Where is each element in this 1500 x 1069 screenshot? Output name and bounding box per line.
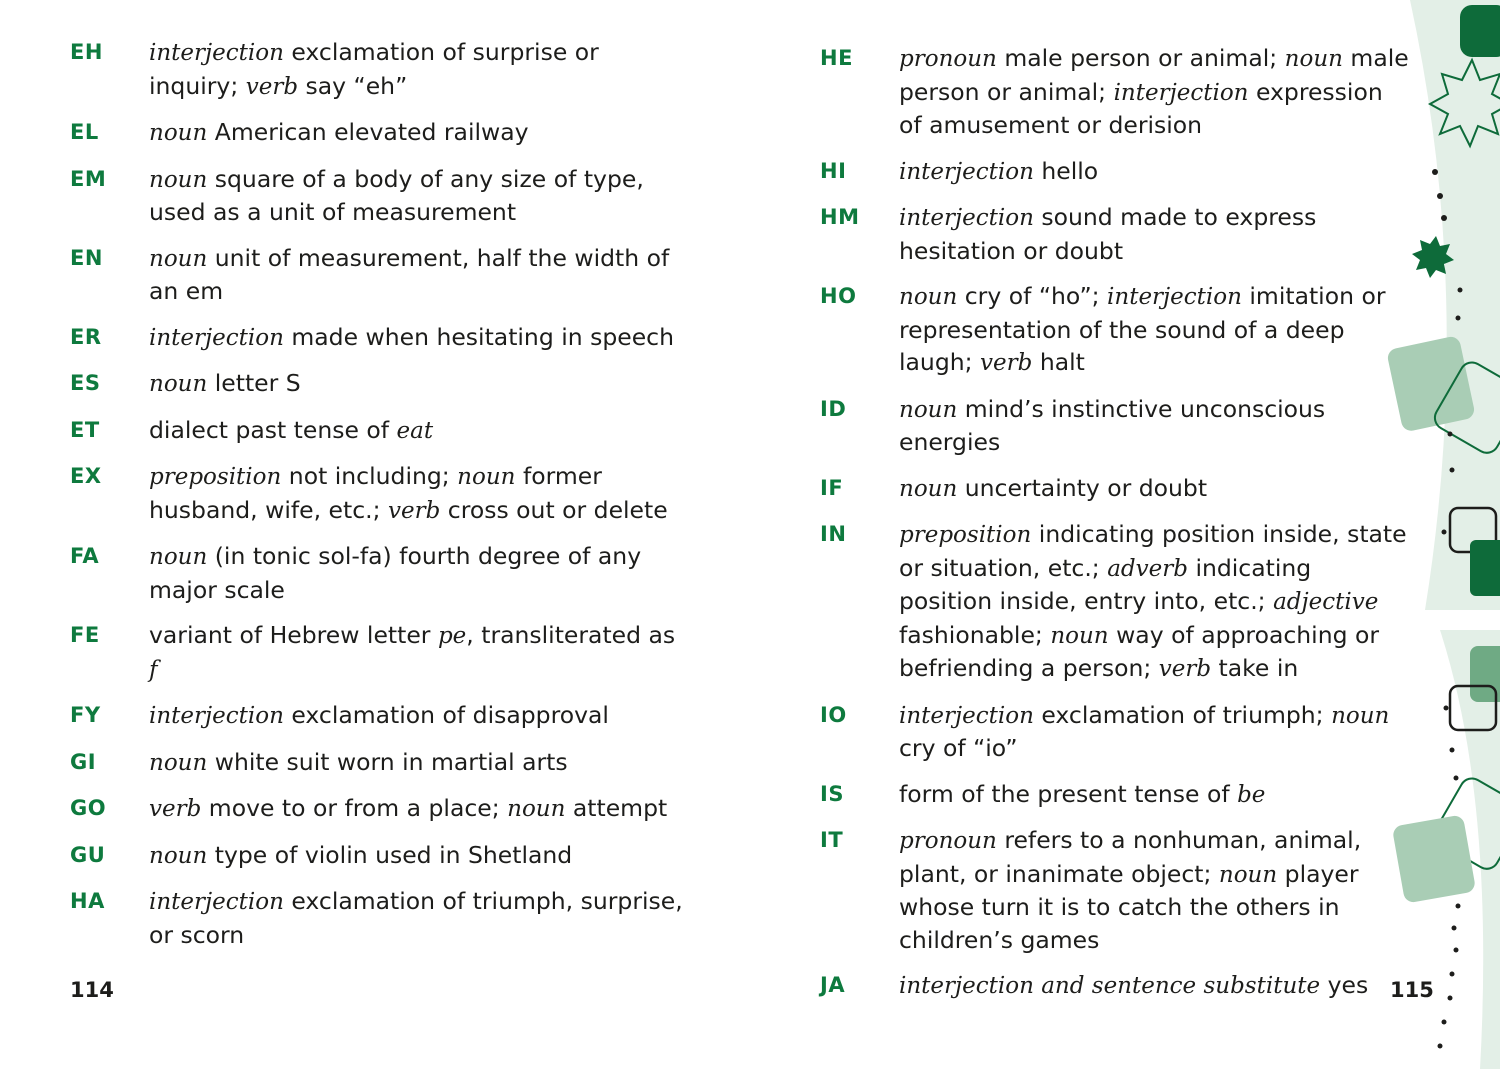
rounded-square-icon xyxy=(1470,540,1500,596)
definition: dialect past tense of eat xyxy=(149,415,434,444)
headword: EN xyxy=(70,245,103,270)
page-number: 114 xyxy=(70,978,114,1002)
definition: preposition not including; noun former husband, wife, etc.; verb cross out or delete xyxy=(149,462,668,524)
headword: HE xyxy=(820,46,853,70)
definition: noun white suit worn in martial arts xyxy=(149,747,568,776)
dictionary-entry xyxy=(70,242,690,308)
definition: verb move to or from a place; noun attempt xyxy=(149,794,668,822)
headword: EH xyxy=(70,40,103,64)
decor-swoosh-shape xyxy=(1410,0,1500,610)
headword: HA xyxy=(70,889,105,913)
dictionary-entry xyxy=(70,414,690,448)
headword: IT xyxy=(820,828,844,852)
headword: FE xyxy=(70,623,100,647)
headword: IF xyxy=(820,475,844,500)
dictionary-entry xyxy=(70,699,690,733)
dictionary-entry xyxy=(820,201,1410,267)
headword: GI xyxy=(70,749,97,774)
headword: ES xyxy=(70,371,101,395)
headword: IS xyxy=(820,781,844,806)
definition: interjection exclamation of surprise or inquiry; verb say “eh” xyxy=(149,38,599,100)
dictionary-entry xyxy=(70,460,690,527)
headword: ER xyxy=(70,324,102,349)
dictionary-entry xyxy=(820,969,1410,1003)
headword: ET xyxy=(70,417,100,442)
headword: HM xyxy=(820,205,860,229)
dictionary-entry xyxy=(820,472,1410,506)
definition: interjection hello xyxy=(899,156,1099,185)
dictionary-entry xyxy=(820,280,1410,380)
dictionary-entry xyxy=(820,824,1410,956)
rounded-square-icon xyxy=(1392,814,1476,903)
definition: noun mind’s instinctive unconscious energies xyxy=(899,394,1326,456)
headword: EM xyxy=(70,166,107,191)
headword: FY xyxy=(70,703,101,727)
dictionary-entry xyxy=(70,36,690,103)
dictionary-entry xyxy=(70,367,690,401)
headword: EL xyxy=(70,120,99,144)
entry-list xyxy=(70,36,690,964)
headword: EX xyxy=(70,464,102,488)
dictionary-entry xyxy=(70,746,690,780)
definition: interjection exclamation of triumph, surprise, or scorn xyxy=(149,887,683,949)
decorative-border xyxy=(1380,0,1500,1069)
headword: IO xyxy=(820,702,847,727)
entry-list xyxy=(820,42,1410,1016)
definition: noun (in tonic sol-fa) fourth degree of any major scale xyxy=(149,542,642,604)
dictionary-entry xyxy=(70,792,690,826)
headword: IN xyxy=(820,522,847,546)
headword: FA xyxy=(70,544,100,568)
definition: noun American elevated railway xyxy=(149,118,529,146)
definition: variant of Hebrew letter pe, transliterated as f xyxy=(149,621,676,683)
definition: form of the present tense of be xyxy=(899,779,1266,808)
definition: pronoun refers to a nonhuman, animal, plant, or inanimate object; noun player whose turn it is to catch the others in children’s games xyxy=(899,826,1362,954)
definition: noun unit of measurement, half the width of an em xyxy=(149,243,670,305)
dictionary-entry xyxy=(820,393,1410,459)
rounded-square-icon xyxy=(1460,5,1500,57)
dictionary-entry xyxy=(70,321,690,355)
page-number: 115 xyxy=(1390,978,1434,1002)
dictionary-entry xyxy=(70,839,690,873)
definition: noun letter S xyxy=(149,369,301,397)
dictionary-entry xyxy=(70,885,690,951)
headword: HI xyxy=(820,158,847,183)
definition: preposition indicating position inside, state or situation, etc.; adverb indicating position inside, entry into, etc.; adjective fashionable; noun way of approaching or befriending a person; verb take in xyxy=(899,520,1407,682)
dictionary-entry xyxy=(820,42,1410,142)
headword: HO xyxy=(820,284,857,308)
headword: GO xyxy=(70,796,107,820)
definition: noun uncertainty or doubt xyxy=(899,473,1208,502)
definition: interjection sound made to express hesitation or doubt xyxy=(899,203,1317,265)
dictionary-entry xyxy=(820,699,1410,765)
definition: interjection exclamation of triumph; noun cry of “io” xyxy=(899,700,1390,762)
dictionary-entry xyxy=(820,518,1410,686)
headword: JA xyxy=(820,973,846,997)
dictionary-entry xyxy=(70,540,690,606)
definition: noun square of a body of any size of type, used as a unit of measurement xyxy=(149,164,644,226)
headword: ID xyxy=(820,396,847,421)
dictionary-entry xyxy=(70,619,690,686)
dictionary-entry xyxy=(820,778,1410,812)
dictionary-entry xyxy=(820,155,1410,189)
definition: interjection made when hesitating in speech xyxy=(149,322,674,351)
definition: pronoun male person or animal; noun male person or animal; interjection expression of amusement or derision xyxy=(899,44,1409,139)
definition: interjection exclamation of disapproval xyxy=(149,701,609,729)
definition: noun type of violin used in Shetland xyxy=(149,840,573,869)
definition: noun cry of “ho”; interjection imitation or representation of the sound of a deep laugh; verb halt xyxy=(899,282,1386,376)
headword: GU xyxy=(70,842,106,867)
dictionary-entry xyxy=(70,163,690,229)
dictionary-entry xyxy=(70,116,690,150)
definition: interjection and sentence substitute yes xyxy=(899,971,1369,999)
